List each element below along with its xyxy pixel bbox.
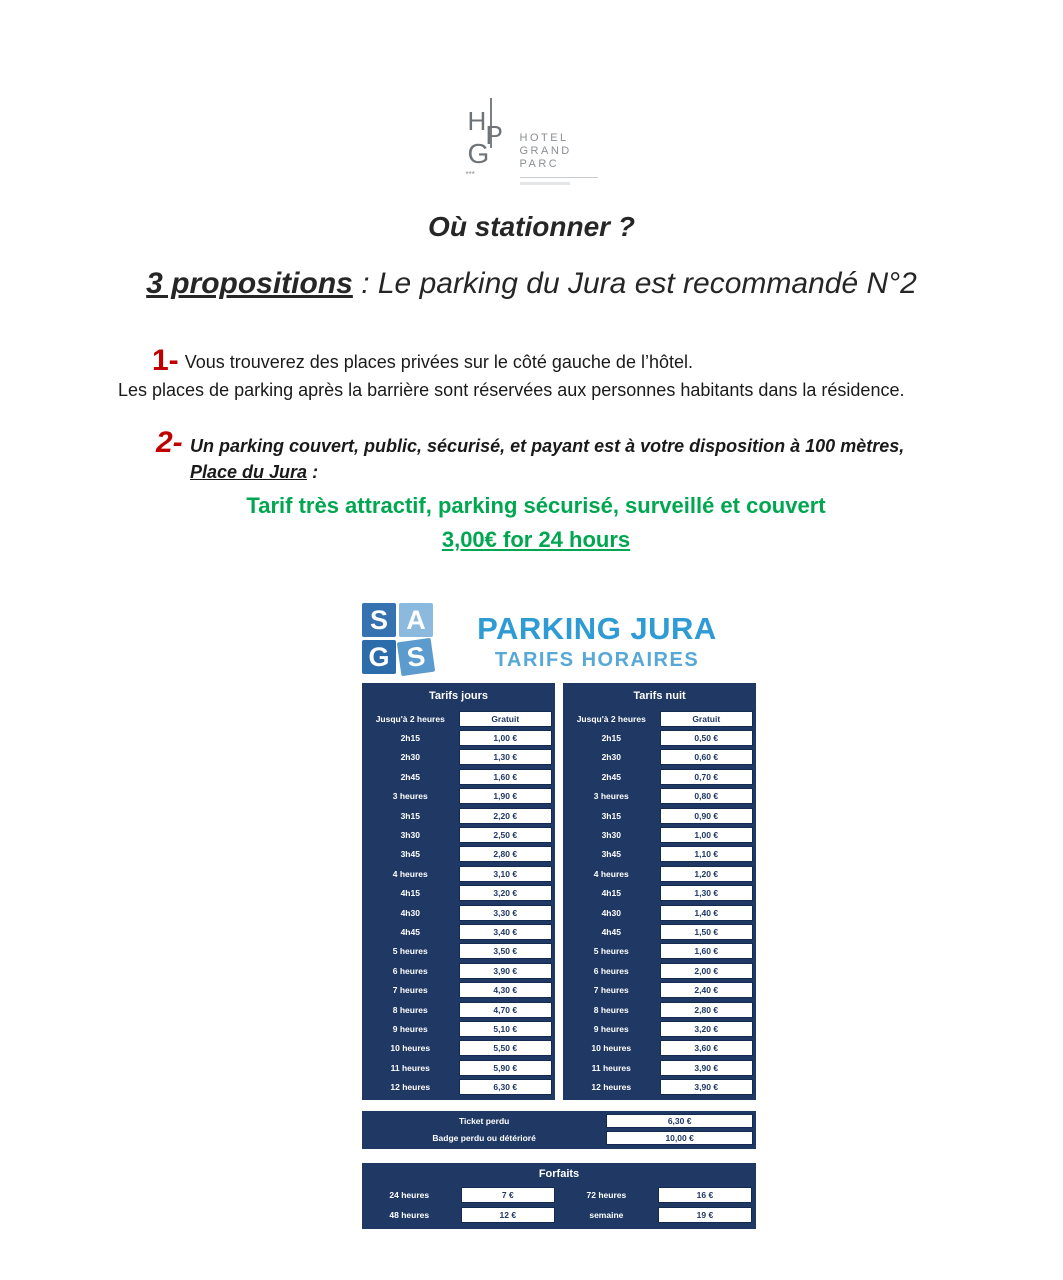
tariff-row [362,961,555,980]
lost-badge-label: Badge perdu ou détérioré [432,1133,536,1144]
tariff-price-cell: 2,00 € [660,963,754,979]
forfait-48h-label: 48 heures [389,1209,430,1220]
tariff-duration-label: 7 heures [593,985,629,996]
tariff-duration-label: 3h30 [601,830,621,841]
lost-badge-value: 10,00 € [606,1131,753,1145]
tariff-row [362,1077,555,1096]
tariff-row [362,864,555,883]
tariff-price-cell: 1,50 € [660,924,754,940]
tariff-duration-label: 4 heures [593,868,629,879]
tariff-price-cell: 3,40 € [459,924,553,940]
tariff-duration-label: 5 heures [392,946,428,957]
tariff-duration-label: 6 heures [392,965,428,976]
forfaits-panel [362,1163,756,1229]
tariff-price-cell: 6,30 € [459,1079,553,1095]
tariff-price-cell: 3,90 € [660,1060,754,1076]
tariff-price-cell: 4,70 € [459,1002,553,1018]
tariff-price-cell: 4,30 € [459,982,553,998]
tariff-price-cell: 2,20 € [459,808,553,824]
tariff-duration-label: Jusqu'à 2 heures [576,713,646,724]
point-1-line-1 [118,344,954,377]
tariff-duration-label: 2h30 [601,752,621,763]
hotel-name-line: GRAND [519,145,572,157]
day-tariff-header: Tarifs jours [428,690,489,702]
tariff-row [362,1019,555,1038]
forfait-48h-value: 12 € [461,1207,556,1223]
hotel-name-line: PARC [519,158,560,170]
tariff-row [563,1019,756,1038]
tariff-row [563,1077,756,1096]
tariff-duration-label: 2h30 [400,752,420,763]
tariff-row [362,748,555,767]
tariff-row [362,922,555,941]
parking-jura-title: PARKING JURA [477,611,717,646]
tariff-row [362,709,555,728]
forfaits-header: Forfaits [538,1167,580,1180]
tariff-duration-label: 2h15 [601,733,621,744]
tariff-duration-label: 3h15 [601,810,621,821]
tariff-row [563,806,756,825]
tariff-duration-label: 5 heures [593,946,629,957]
tariff-duration-label: 6 heures [593,965,629,976]
tariff-duration-label: 3h45 [400,849,420,860]
night-tariff-header: Tarifs nuit [633,690,686,702]
tariff-price-cell: 0,70 € [660,769,754,785]
tariff-price-cell: 1,90 € [459,788,553,804]
tariff-row [362,845,555,864]
night-tariff-rows [563,709,756,1097]
tariff-price-cell: 0,90 € [660,808,754,824]
lost-ticket-row [362,1113,756,1130]
tariff-row [362,728,555,747]
tariff-price-cell: 1,00 € [660,827,754,843]
tariff-price-cell: 3,20 € [660,1021,754,1037]
subtitle-emphasis: 3 propositions [146,267,353,300]
point-1 [118,344,954,403]
tariff-row [563,728,756,747]
tariff-price-cell: 1,00 € [459,730,553,746]
tariff-price-cell: Gratuit [660,711,754,727]
night-tariff-panel [563,683,756,1100]
point-1-number: 1- [152,344,179,377]
tariff-price-cell: 1,60 € [459,769,553,785]
hotel-logo [0,0,1063,185]
tariff-duration-label: 2h45 [400,771,420,782]
day-tariff-rows [362,709,555,1097]
tariff-duration-label: 9 heures [392,1023,428,1034]
hourly-tariff-table [362,683,756,1100]
point-1-line-2: Les places de parking après la barrière sont réservées aux personnes habitants dans la résidence. [118,380,905,400]
point-1-text: Vous trouverez des places privées sur le côté gauche de l’hôtel. [184,352,693,372]
tariff-row [563,767,756,786]
forfait-24h-label: 24 heures [389,1189,430,1200]
tariff-price-cell: 2,50 € [459,827,553,843]
point-2-text-after: : [307,462,319,482]
tariff-duration-label: 4h45 [400,926,420,937]
point-2-underlined: Place du Jura [190,462,308,482]
tariff-row [563,845,756,864]
tariff-row [362,767,555,786]
tarifs-horaires-subtitle: TARIFS HORAIRES [494,649,700,671]
tariff-price-cell: 1,10 € [660,846,754,862]
tariff-row [362,942,555,961]
tariff-row [362,787,555,806]
tariff-price-cell: 1,30 € [660,885,754,901]
tariff-price-cell: 2,40 € [660,982,754,998]
tariff-duration-label: 8 heures [593,1004,629,1015]
tariff-price-cell: 1,20 € [660,866,754,882]
tariff-row [563,748,756,767]
tariff-duration-label: 3 heures [593,791,629,802]
tariff-price-cell: 5,50 € [459,1040,553,1056]
hotel-name-line: HOTEL [519,132,569,144]
tariff-price-cell: 0,60 € [660,749,754,765]
lost-ticket-label: Ticket perdu [458,1116,510,1127]
tariff-price-cell: 2,80 € [459,846,553,862]
tariff-row [563,864,756,883]
forfaits-row-2 [362,1205,756,1225]
tariff-duration-label: 2h15 [400,733,420,744]
tariff-row [362,884,555,903]
tariff-price-cell: 1,30 € [459,749,553,765]
tariff-price-cell: 3,20 € [459,885,553,901]
tariff-row [563,709,756,728]
tariff-row [563,825,756,844]
tariff-price-cell: 3,10 € [459,866,553,882]
tariff-price-cell: 5,10 € [459,1021,553,1037]
forfait-semaine-label: semaine [589,1209,624,1220]
tariff-price-cell: 3,30 € [459,905,553,921]
tariff-duration-label: 12 heures [591,1082,632,1093]
tariff-duration-label: 11 heures [390,1062,430,1073]
tariff-duration-label: 4h30 [601,907,621,918]
hotel-logo-inner [466,98,598,185]
tariff-price-cell: Gratuit [459,711,553,727]
tariff-row [362,825,555,844]
tariff-price-cell: 1,60 € [660,943,754,959]
forfaits-row-1 [362,1185,756,1205]
tariff-row [563,980,756,999]
monogram-letter-h: H [467,106,487,136]
monogram-letter-p: P [485,120,503,150]
page-subtitle [0,267,1063,301]
tariff-duration-label: 3h30 [400,830,420,841]
tariff-duration-label: 9 heures [593,1023,629,1034]
lost-ticket-value: 6,30 € [606,1114,753,1128]
subtitle-rest: : Le parking du Jura est recommandé N°2 [352,267,917,300]
logo-tagline-placeholder [520,182,570,185]
sags-logo-icon [362,603,438,677]
hotel-monogram-icon [465,98,512,179]
tariff-row [563,961,756,980]
hotel-logo-text [520,98,598,185]
forfait-24h-value: 7 € [461,1187,556,1203]
point-2-number-wrap [156,426,190,485]
tariff-price-cell: 3,90 € [459,963,553,979]
tariff-duration-label: 8 heures [392,1004,428,1015]
tariff-price-cell: 0,80 € [660,788,754,804]
tariff-row [362,903,555,922]
tariff-duration-label: 10 heures [591,1043,632,1054]
sags-tile-g: G [362,640,396,674]
tariff-highlight-line-1: Tarif très attractif, parking sécurisé, surveillé et couvert [246,493,826,518]
tariff-price-cell: 3,50 € [459,943,553,959]
tariff-duration-label: 11 heures [591,1062,631,1073]
parking-jura-header [362,603,756,677]
tariff-row [362,1039,555,1058]
parking-titles [438,603,756,672]
tariff-row [362,1058,555,1077]
point-2-text [190,433,932,485]
lost-ticket-panel [362,1111,756,1149]
tariff-duration-label: 7 heures [392,985,428,996]
hotel-stars: *** [465,170,475,179]
forfait-72h-label: 72 heures [586,1189,627,1200]
tariff-row [362,806,555,825]
tariff-row [563,884,756,903]
tariff-duration-label: 10 heures [390,1043,431,1054]
tariff-row [362,1000,555,1019]
sags-tile-s1: S [362,603,396,637]
tariff-price-cell: 3,60 € [660,1040,754,1056]
tariff-row [563,1039,756,1058]
tariff-price-cell: 5,90 € [459,1060,553,1076]
tariff-duration-label: 3 heures [392,791,428,802]
tariff-price-cell: 3,90 € [660,1079,754,1095]
logo-divider [520,177,598,178]
tariff-duration-label: 4 heures [392,868,428,879]
tariff-price-cell: 0,50 € [660,730,754,746]
tariff-duration-label: 4h15 [400,888,420,899]
day-tariff-panel [362,683,555,1100]
tariff-row [563,922,756,941]
tariff-duration-label: 4h45 [601,926,621,937]
tariff-duration-label: 3h45 [601,849,621,860]
point-2-number: 2- [156,426,183,459]
tariff-row [563,903,756,922]
tariff-row [563,942,756,961]
tariff-duration-label: 4h30 [400,907,420,918]
tariff-duration-label: 4h15 [601,888,621,899]
page-title: Où stationner ? [428,211,635,242]
tariff-duration-label: Jusqu'à 2 heures [375,713,445,724]
tariff-price-cell: 2,80 € [660,1002,754,1018]
forfait-72h-value: 16 € [658,1187,753,1203]
sags-tile-a: A [399,603,433,637]
sags-tile-s2: S [397,638,435,676]
forfait-semaine-value: 19 € [658,1207,753,1223]
point-2-text-before: Un parking couvert, public, sécurisé, et payant est à votre disposition à 100 mètres, [190,436,905,456]
tariff-row [563,787,756,806]
lost-badge-row [362,1130,756,1147]
tariff-row [563,1000,756,1019]
content-column [118,344,954,553]
tariff-duration-label: 3h15 [400,810,420,821]
tariff-row [362,980,555,999]
tariff-duration-label: 12 heures [390,1082,431,1093]
tariff-row [563,1058,756,1077]
point-2 [118,426,954,485]
tariff-duration-label: 2h45 [601,771,621,782]
tariff-highlight-line-2: 3,00€ for 24 hours [441,527,631,552]
tariff-price-cell: 1,40 € [660,905,754,921]
monogram-letter-g: G [467,138,490,169]
